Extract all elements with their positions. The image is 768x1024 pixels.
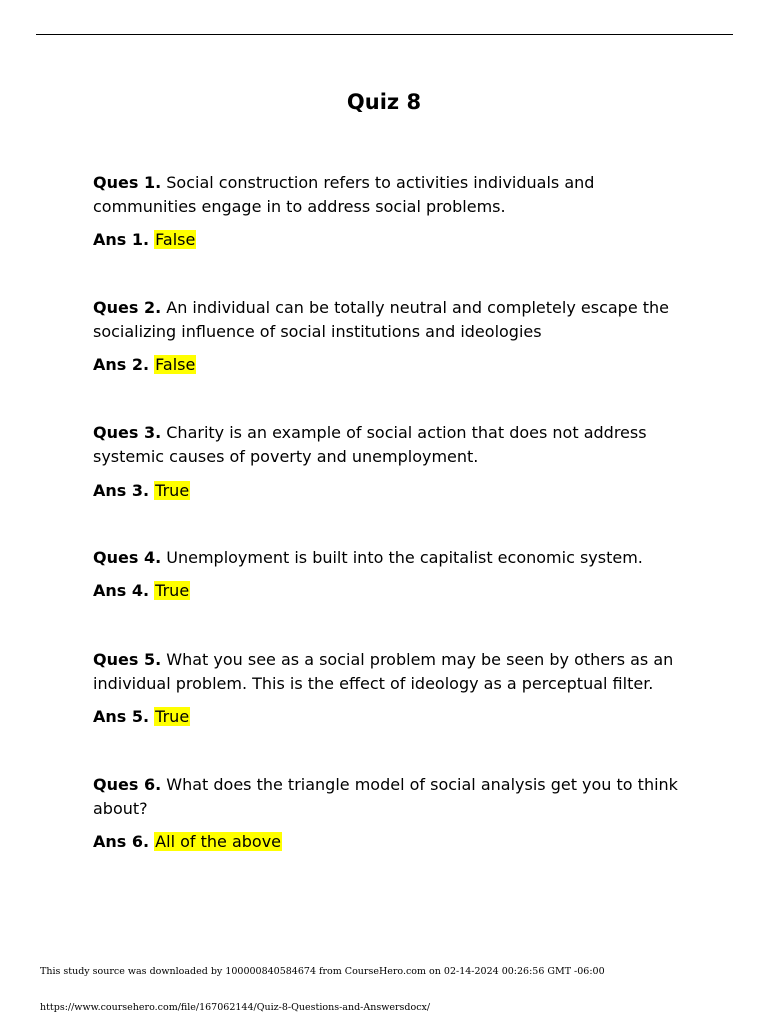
question-label: Ques 4. <box>93 548 162 567</box>
source-url: https://www.coursehero.com/file/167062144/Quiz-8-Questions-and-Answersdocx/ <box>40 1002 431 1013</box>
answer-line <box>93 229 196 251</box>
question-text <box>93 648 693 696</box>
answer-line <box>93 706 190 728</box>
page-title: Quiz 8 <box>346 90 422 114</box>
question-body: Unemployment is built into the capitalist economic system. <box>166 548 643 567</box>
answer-label: Ans 2. <box>93 355 150 374</box>
answer-label: Ans 3. <box>93 481 150 500</box>
answer-line <box>93 580 190 602</box>
answer-line <box>93 831 282 853</box>
answer-line <box>93 354 196 376</box>
question-body: Social construction refers to activities individuals and communities engage in to address social problems. <box>93 173 595 216</box>
answer-value: True <box>155 581 190 600</box>
answer-value: All of the above <box>155 832 282 851</box>
download-notice: This study source was downloaded by 100000840584674 from CourseHero.com on 02-14-2024 00:26:56 GMT -06:00 <box>40 966 605 977</box>
question-body: What does the triangle model of social analysis get you to think about? <box>93 775 678 818</box>
question-item <box>93 648 693 726</box>
answer-label: Ans 1. <box>93 230 150 249</box>
question-label: Ques 2. <box>93 298 162 317</box>
answer-line <box>93 480 190 502</box>
question-text <box>93 171 693 219</box>
answer-value: True <box>155 481 190 500</box>
question-text <box>93 421 693 469</box>
question-text <box>93 296 693 344</box>
top-divider <box>36 34 733 35</box>
question-item <box>93 296 693 374</box>
question-label: Ques 5. <box>93 650 162 669</box>
answer-label: Ans 6. <box>93 832 150 851</box>
question-text <box>93 546 693 570</box>
answer-value: False <box>155 230 196 249</box>
question-body: What you see as a social problem may be seen by others as an individual problem. This is the effect of ideology as a perceptual filter. <box>93 650 674 693</box>
question-label: Ques 3. <box>93 423 162 442</box>
question-item <box>93 421 693 500</box>
answer-label: Ans 4. <box>93 581 150 600</box>
question-item <box>93 546 693 600</box>
question-label: Ques 6. <box>93 775 162 794</box>
question-item <box>93 773 693 851</box>
question-label: Ques 1. <box>93 173 162 192</box>
question-body: An individual can be totally neutral and completely escape the socializing influence of social institutions and ideologies <box>93 298 670 341</box>
question-text <box>93 773 693 821</box>
answer-value: True <box>155 707 190 726</box>
question-body: Charity is an example of social action that does not address systemic causes of poverty and unemployment. <box>93 423 647 466</box>
answer-label: Ans 5. <box>93 707 150 726</box>
answer-value: False <box>155 355 196 374</box>
question-item <box>93 171 693 249</box>
